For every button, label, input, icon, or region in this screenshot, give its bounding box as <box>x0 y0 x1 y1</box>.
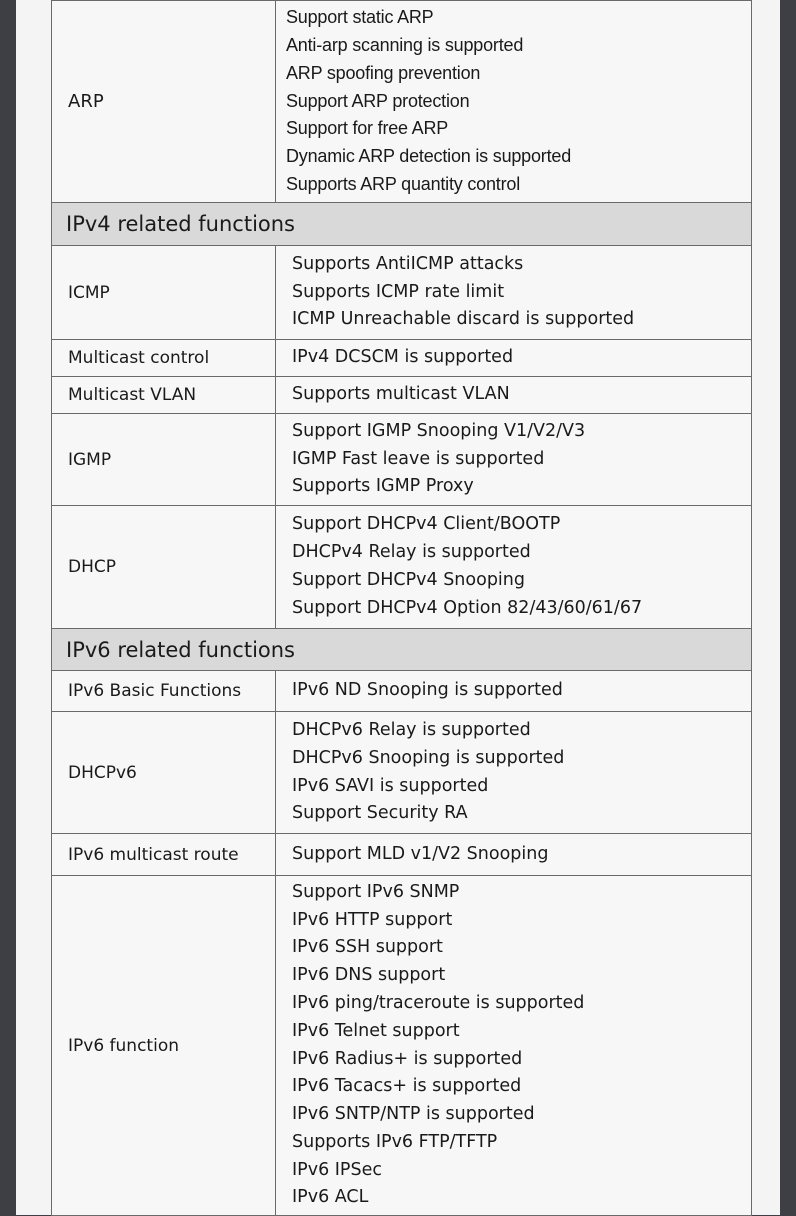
feature-item: Supports ICMP rate limit <box>292 281 505 302</box>
feature-item: IPv6 ACL <box>292 1187 369 1208</box>
feature-list <box>276 506 752 629</box>
feature-category: ARP <box>52 1 276 203</box>
feature-item: IPv6 Telnet support <box>292 1020 460 1041</box>
table-row <box>52 377 752 414</box>
feature-item: Anti-arp scanning is supported <box>286 35 524 55</box>
feature-item: Support DHCPv4 Option 82/43/60/61/67 <box>292 597 643 618</box>
feature-item: IGMP Fast leave is supported <box>292 448 545 469</box>
feature-list <box>276 671 752 712</box>
feature-item: IPv6 SNTP/NTP is supported <box>292 1104 535 1125</box>
feature-list <box>276 834 752 876</box>
feature-item: IPv6 SSH support <box>292 937 443 958</box>
feature-item: Support DHCPv4 Snooping <box>292 570 525 590</box>
table-row <box>52 1 752 203</box>
feature-item: Support ARP protection <box>286 90 470 111</box>
feature-item: Supports IPv6 FTP/TFTP <box>292 1131 498 1152</box>
feature-item: IPv6 DNS support <box>292 965 446 986</box>
feature-item: Supports ARP quantity control <box>286 173 521 194</box>
feature-item: DHCPv4 Relay is supported <box>292 542 531 563</box>
feature-item: IPv6 IPSec <box>292 1159 382 1180</box>
feature-item: Supports multicast VLAN <box>292 384 510 405</box>
feature-item: Support MLD v1/V2 Snooping <box>292 843 549 864</box>
feature-category: Multicast VLAN <box>52 377 276 414</box>
feature-category: IGMP <box>52 414 276 506</box>
table-row <box>52 506 752 629</box>
table-row <box>52 246 752 340</box>
feature-list <box>276 712 752 834</box>
feature-category: Multicast control <box>52 340 276 377</box>
spec-table <box>51 0 752 1216</box>
feature-item: Support for free ARP <box>286 118 449 139</box>
table-row <box>52 712 752 834</box>
section-header-row <box>52 203 752 246</box>
table-row <box>52 876 752 1216</box>
feature-item: Supports IGMP Proxy <box>292 476 474 497</box>
table-row <box>52 340 752 377</box>
feature-item: Support IGMP Snooping V1/V2/V3 <box>292 420 586 441</box>
feature-item: DHCPv6 Relay is supported <box>292 719 531 740</box>
feature-item: IPv4 DCSCM is supported <box>292 347 514 368</box>
feature-list <box>276 377 752 414</box>
feature-item: IPv6 Tacacs+ is supported <box>292 1076 522 1097</box>
feature-item: IPv6 SAVI is supported <box>292 775 489 796</box>
feature-list <box>276 414 752 506</box>
feature-list <box>276 246 752 340</box>
feature-category: IPv6 Basic Functions <box>52 671 276 712</box>
feature-category: ICMP <box>52 246 276 340</box>
feature-list <box>276 1 752 203</box>
feature-item: Dynamic ARP detection is supported <box>286 146 572 167</box>
spec-table-body <box>52 1 752 1216</box>
feature-list <box>276 340 752 377</box>
feature-category: IPv6 function <box>52 876 276 1216</box>
section-title: IPv4 related functions <box>52 203 752 246</box>
table-row <box>52 834 752 876</box>
table-row <box>52 414 752 506</box>
feature-category: DHCPv6 <box>52 712 276 834</box>
feature-list <box>276 876 752 1216</box>
feature-category: DHCP <box>52 506 276 629</box>
feature-item: Supports AntiICMP attacks <box>292 253 524 274</box>
feature-item: IPv6 ping/traceroute is supported <box>292 992 585 1013</box>
section-title: IPv6 related functions <box>52 629 752 671</box>
feature-item: DHCPv6 Snooping is supported <box>292 747 565 768</box>
feature-item: Support static ARP <box>286 7 434 28</box>
feature-category: IPv6 multicast route <box>52 834 276 876</box>
table-row <box>52 671 752 712</box>
feature-item: IPv6 HTTP support <box>292 909 453 930</box>
feature-item: IPv6 Radius+ is supported <box>292 1048 523 1069</box>
feature-item: IPv6 ND Snooping is supported <box>292 680 563 701</box>
feature-item: Support Security RA <box>292 803 468 824</box>
feature-item: Support IPv6 SNMP <box>292 881 460 902</box>
feature-item: ICMP Unreachable discard is supported <box>292 309 635 330</box>
feature-item: ARP spoofing prevention <box>286 62 481 83</box>
section-header-row <box>52 629 752 671</box>
feature-item: Support DHCPv4 Client/BOOTP <box>292 514 561 535</box>
